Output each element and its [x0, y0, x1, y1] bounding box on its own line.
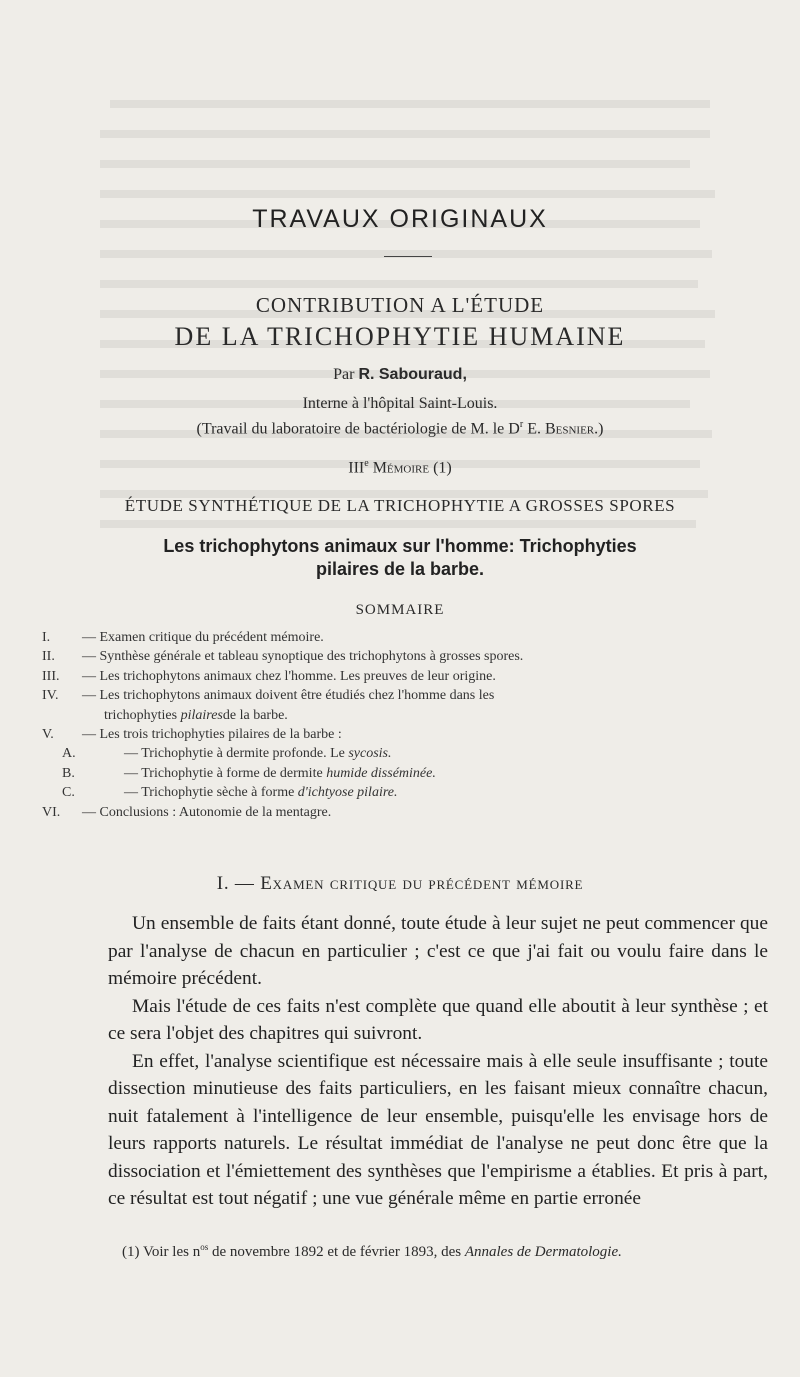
- toc-cont-italic: pilaires: [180, 707, 223, 723]
- toc-cont-text: trichophyties: [104, 707, 178, 723]
- toc-subitem-italic: d'ichtyose pilaire.: [297, 785, 398, 801]
- toc-subitem-letter: A.: [62, 746, 76, 762]
- body-text: [108, 910, 768, 1213]
- toc-subitem: [42, 764, 782, 783]
- footnote-ref: (1): [122, 1244, 140, 1260]
- toc-subitem-letter: B.: [62, 765, 75, 781]
- toc-subitem-italic: humide disséminée.: [326, 765, 436, 781]
- toc-subitem-text: — Trichophytie à forme de dermite: [124, 765, 323, 781]
- paragraph: Mais l'étude de ces faits n'est complète que quand elle aboutit à leur synthèse ; et ce sera l'objet des chapitres qui suivront.: [108, 995, 768, 1044]
- toc-item: [42, 725, 782, 744]
- article-subtitle: [0, 535, 800, 581]
- article-title-line2: DE LA TRICHOPHYTIE HUMAINE: [174, 322, 626, 351]
- heading-rule: [384, 256, 432, 257]
- toc-item-number: I.: [42, 630, 51, 645]
- sommaire-heading: SOMMAIRE: [355, 602, 445, 618]
- toc-item: [42, 628, 782, 647]
- toc-subitem-text: — Trichophytie sèche à forme: [124, 785, 295, 801]
- toc-subitem-letter: C.: [62, 785, 75, 801]
- paragraph: Un ensemble de faits étant donné, toute étude à leur sujet ne peut commencer que par l'analyse de chacun en particulier ; c'est ce que j'ai fait ou voulu faire dans le mémoire précédent.: [108, 913, 768, 989]
- toc-cont-end: de la barbe.: [222, 707, 288, 723]
- lab-name: E. Besnier.): [527, 420, 604, 438]
- toc-item-text: — Examen critique du précédent mémoire.: [82, 630, 324, 645]
- toc-item-number: V.: [42, 727, 54, 743]
- footnote-journal: Annales de Dermatologie.: [464, 1244, 622, 1260]
- toc-item: [42, 803, 782, 822]
- paragraph: En effet, l'analyse scientifique est nécessaire mais à elle seule insuffisante ; toute dissection minutieuse des faits particuliers, en les faisant mieux connaître chacun, nuit fatalement à l'intelligence de leur ensemble, puisqu'elle les envisage hors de leurs rapports naturels. Le résultat immédiat de l'analyse ne peut donc être que la dissociation et l'émiettement des synthèses que l'empirisme a établies. Et pris à part, ce résultat est tout négatif ; une vue générale même en partie erronée: [108, 1050, 768, 1209]
- memoire-word: Mémoire: [372, 459, 430, 477]
- laboratory-credit: [0, 419, 800, 438]
- lab-sup: r: [519, 419, 524, 430]
- toc-item-text: — Les trichophytons animaux doivent être étudiés chez l'homme dans les: [82, 688, 495, 704]
- subtitle-line2: pilaires de la barbe.: [315, 559, 485, 579]
- study-title: ÉTUDE SYNTHÉTIQUE DE LA TRICHOPHYTIE A GROSSES SPORES: [124, 496, 676, 515]
- toc-item-number: VI.: [42, 804, 61, 820]
- lab-prefix: (Travail du laboratoire de bactériologie de M. le D: [196, 420, 520, 438]
- author-name: R. Sabouraud,: [358, 366, 467, 383]
- toc-item-number: IV.: [42, 688, 59, 704]
- toc-item-number: II.: [42, 649, 55, 665]
- byline-prefix: Par: [333, 366, 355, 383]
- toc-item-continuation: [42, 706, 782, 725]
- toc-subitem-italic: sycosis.: [348, 746, 392, 762]
- footnote-sup: os: [200, 1242, 209, 1252]
- table-of-contents: [42, 628, 782, 822]
- memoire-label: [0, 458, 800, 477]
- footnote-text: Voir les n: [142, 1244, 201, 1260]
- toc-subitem: [42, 744, 782, 763]
- toc-item: [42, 686, 782, 705]
- memoire-note-ref: (1): [433, 459, 452, 477]
- toc-item-text: — Les trichophytons animaux chez l'homme. Les preuves de leur origine.: [82, 668, 496, 684]
- toc-item-text: — Conclusions : Autonomie de la mentagre.: [82, 804, 332, 820]
- section-heading: TRAVAUX ORIGINAUX: [252, 205, 548, 233]
- toc-item: [42, 667, 782, 686]
- author-affiliation: Interne à l'hôpital Saint-Louis.: [302, 395, 498, 412]
- toc-subitem: [42, 783, 782, 802]
- footnote-text-mid: de novembre 1892 et de février 1893, des: [208, 1244, 465, 1260]
- toc-item: [42, 647, 782, 666]
- article-title-line1: CONTRIBUTION A L'ÉTUDE: [255, 293, 545, 317]
- footnote: [122, 1242, 782, 1261]
- subtitle-line1: Les trichophytons animaux sur l'homme: Trichophyties: [163, 536, 637, 556]
- section-title: I. — Examen critique du précédent mémoire: [216, 873, 584, 894]
- toc-item-text: — Les trois trichophyties pilaires de la barbe :: [82, 727, 342, 743]
- byline: [0, 366, 800, 384]
- toc-subitem-text: — Trichophytie à dermite profonde. Le: [124, 746, 345, 762]
- toc-item-number: III.: [42, 668, 60, 684]
- toc-item-text: — Synthèse générale et tableau synoptique des trichophytons à grosses spores.: [82, 649, 524, 665]
- memoire-number: III: [348, 459, 365, 477]
- memoire-number-sup: e: [364, 458, 369, 469]
